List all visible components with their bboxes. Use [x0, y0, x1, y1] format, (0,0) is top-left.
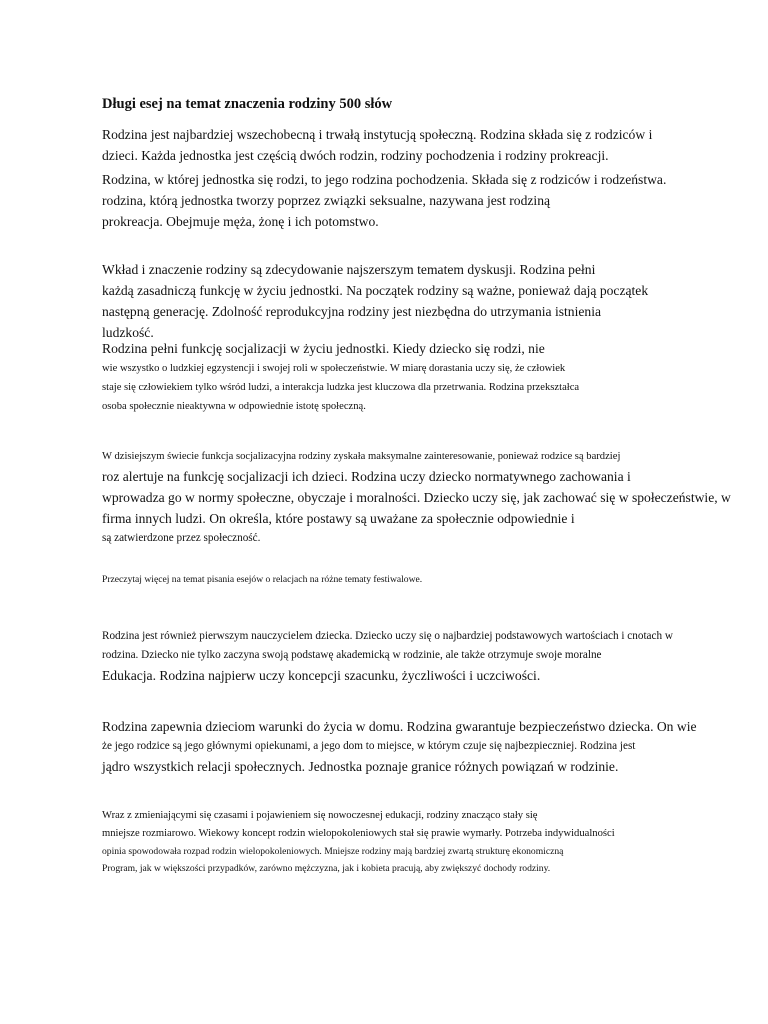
paragraph-5	[102, 447, 731, 548]
paragraph-line: roz alertuje na funkcję socjalizacji ich dzieci. Rodzina uczy dziecko normatywnego zachowania i	[102, 469, 631, 484]
paragraph-line: Edukacja. Rodzina najpierw uczy koncepcji szacunku, życzliwości i uczciwości.	[102, 668, 541, 683]
paragraph-line: dzieci. Każda jednostka jest częścią dwóch rodzin, rodziny pochodzenia i rodziny prokreacji.	[102, 148, 609, 163]
paragraph-line: Wraz z zmieniającymi się czasami i pojawieniem się nowoczesnej edukacji, rodziny znacząco stały się	[102, 810, 538, 821]
paragraph-line: W dzisiejszym świecie funkcja socjalizacyjna rodziny zyskała maksymalne zainteresowanie, ponieważ rodzice są bardziej	[102, 451, 621, 462]
document-title: Długi esej na temat znaczenia rodziny 500 słów	[102, 96, 393, 112]
paragraph-3	[102, 259, 648, 343]
paragraph-1	[102, 124, 652, 166]
paragraph-line: osoba społecznie nieaktywna w odpowiednie istotę społeczną.	[102, 401, 366, 412]
paragraph-line: mniejsze rozmiarowo. Wiekowy koncept rodzin wielopokoleniowych stał się prawie wymarły. Potrzeba indywidualności	[102, 828, 615, 839]
paragraph-2	[102, 169, 666, 232]
paragraph-line: prokreacja. Obejmuje męża, żonę i ich potomstwo.	[102, 214, 379, 229]
paragraph-line: Rodzina zapewnia dzieciom warunki do życia w domu. Rodzina gwarantuje bezpieczeństwo dziecka. On wie	[102, 719, 697, 734]
paragraph-8	[102, 716, 697, 777]
paragraph-line: ludzkość.	[102, 325, 154, 340]
paragraph-line: są zatwierdzone przez społeczność.	[102, 532, 261, 544]
paragraph-6	[102, 572, 422, 588]
paragraph-line: staje się człowiekiem tylko wśród ludzi, a interakcja ludzka jest kluczowa dla przetrwania. Rodzina przekształca	[102, 382, 580, 393]
paragraph-line: Wkład i znaczenie rodziny są zdecydowanie najszerszym tematem dyskusji. Rodzina pełni	[102, 262, 596, 277]
paragraph-line: Rodzina pełni funkcję socjalizacji w życiu jednostki. Kiedy dziecko się rodzi, nie	[102, 341, 545, 356]
paragraph-line: wie wszystko o ludzkiej egzystencji i swojej roli w społeczeństwie. W miarę dorastania uczy się, że człowiek	[102, 363, 566, 374]
paragraph-line: Przeczytaj więcej na temat pisania esejów o relacjach na różne tematy festiwalowe.	[102, 574, 423, 585]
paragraph-line: rodzina, którą jednostka tworzy poprzez związki seksualne, nazywana jest rodziną	[102, 193, 551, 208]
paragraph-line: wprowadza go w normy społeczne, obyczaje i moralności. Dziecko uczy się, jak zachować się w społeczeństwie, w	[102, 490, 731, 505]
paragraph-line: Rodzina, w której jednostka się rodzi, to jego rodzina pochodzenia. Składa się z rodziców i rodzeństwa.	[102, 172, 667, 187]
paragraph-9	[102, 806, 615, 877]
paragraph-line: opinia spowodowała rozpad rodzin wielopokoleniowych. Mniejsze rodziny mają bardziej zwartą strukturę ekonomiczną	[102, 846, 564, 857]
paragraph-4	[102, 339, 579, 416]
paragraph-line: Program, jak w większości przypadków, zarówno mężczyzna, jak i kobieta pracują, aby zwiększyć dochody rodziny.	[102, 863, 551, 874]
paragraph-line: Rodzina jest najbardziej wszechobecną i trwałą instytucją społeczną. Rodzina składa się z rodziców i	[102, 127, 653, 142]
paragraph-line: rodzina. Dziecko nie tylko zaczyna swoją podstawę akademicką w rodzinie, ale także otrzymuje swoje moralne	[102, 649, 602, 661]
paragraph-line: firma innych ludzi. On określa, które postawy są uważane za społecznie odpowiednie i	[102, 511, 575, 526]
paragraph-line: każdą zasadniczą funkcję w życiu jednostki. Na początek rodziny są ważne, ponieważ dają początek	[102, 283, 649, 298]
paragraph-line: Rodzina jest również pierwszym nauczycielem dziecka. Dziecko uczy się o najbardziej podstawowych wartościach i cnotach w	[102, 630, 673, 642]
paragraph-7	[102, 627, 673, 686]
paragraph-line: jądro wszystkich relacji społecznych. Jednostka poznaje granice różnych powiązań w rodzinie.	[102, 759, 619, 774]
paragraph-line: następną generację. Zdolność reprodukcyjna rodziny jest niezbędna do utrzymania istnienia	[102, 304, 602, 319]
paragraph-line: że jego rodzice są jego głównymi opiekunami, a jego dom to miejsce, w którym czuje się najbezpieczniej. Rodzina jest	[102, 740, 636, 752]
